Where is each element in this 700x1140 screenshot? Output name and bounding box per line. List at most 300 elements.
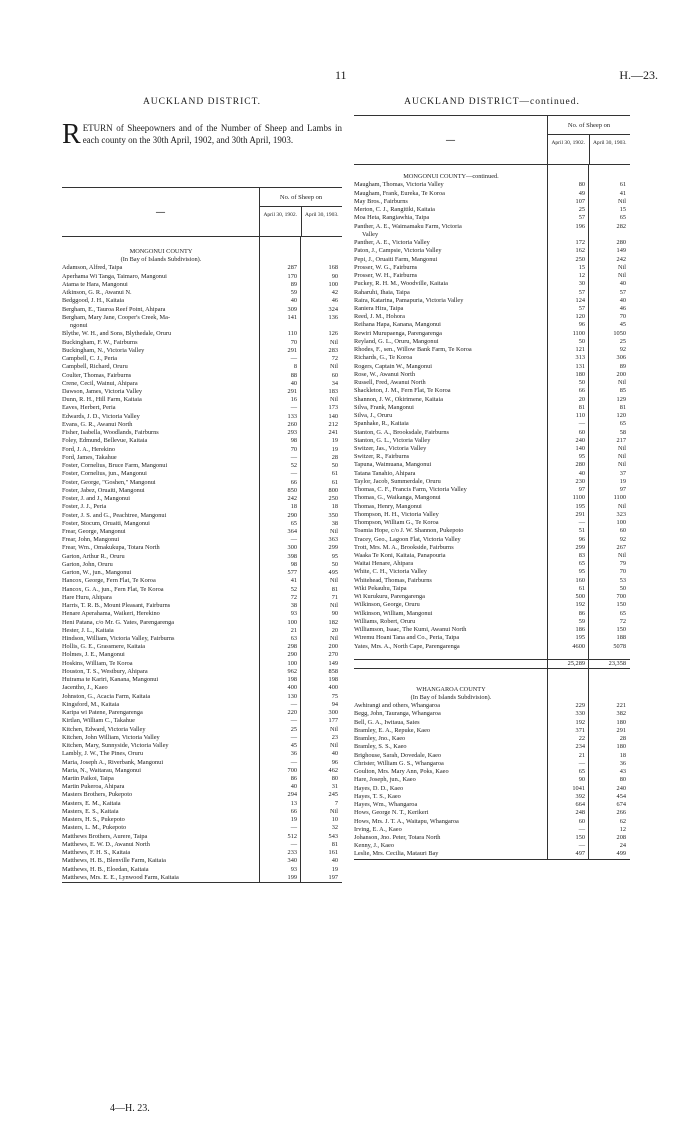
table-row <box>62 676 342 684</box>
page-number: 11 <box>335 68 347 82</box>
sheep-1902: 100 <box>287 618 297 626</box>
sheep-1903: 80 <box>331 775 338 782</box>
sheep-1902: 107 <box>575 197 585 205</box>
table-row <box>62 816 342 824</box>
sheep-1902: 195 <box>575 634 585 642</box>
owner-name: Hancox, George, Fern Flat, Te Koroa <box>62 577 156 585</box>
sheep-1903: 23 <box>331 733 338 741</box>
sheep-1903 <box>589 678 630 686</box>
owner-name: Crene, Cecil, Wainui, Ahipara <box>62 379 138 387</box>
sheep-1903: 221 <box>616 702 626 710</box>
table-row <box>62 429 342 437</box>
sheep-1903: 149 <box>328 659 338 667</box>
table-row <box>62 388 342 396</box>
owner-name: Brighouse, Sarah, Dovedale, Kaeo <box>354 751 442 759</box>
table-row <box>62 544 342 552</box>
owner-name: Foster, J. S. and G., Peachtree, Mangonui <box>62 511 167 519</box>
table-row <box>354 181 630 189</box>
sheep-1903: 100 <box>328 280 338 288</box>
owner-name: Maugham, Thomas, Victoria Valley <box>354 181 444 189</box>
sheep-1902: 21 <box>290 626 297 634</box>
sheep-1902: 96 <box>578 535 585 543</box>
sheep-1903: 42 <box>331 289 338 297</box>
table-row <box>62 404 342 412</box>
owner-name: Lambly, J. W., The Pines, Oruru <box>62 750 143 758</box>
sheep-1902: 195 <box>575 502 585 510</box>
sheep-1903: 499 <box>616 850 626 858</box>
table-row <box>62 561 342 569</box>
table-row <box>62 380 342 388</box>
sheep-1902: 93 <box>290 865 297 873</box>
owner-name: Moa Heta, Rangiawhia, Taipa <box>354 214 430 222</box>
sheep-1903: 19 <box>331 445 338 453</box>
owner-name: Blythe, W. H., and Sons, Blythedale, Oruru <box>62 330 172 338</box>
owner-name: Garton, Arthur R., Oruru <box>62 552 125 560</box>
sheep-1902: 65 <box>290 519 297 527</box>
sheep-1902: 83 <box>578 552 585 560</box>
sheep-1903 <box>589 651 630 659</box>
left-column <box>62 95 342 883</box>
sheep-1902: 1041 <box>572 784 585 792</box>
sheep-1903: 19 <box>331 437 338 445</box>
owner-name: Prosser, W. H., Fairburns <box>354 272 418 280</box>
sheep-1902: 512 <box>287 832 297 840</box>
sheep-1902: 280 <box>575 461 585 469</box>
sheep-1902: 13 <box>290 799 297 807</box>
sheep-1902: 98 <box>290 560 297 568</box>
owner-name: Foley, Edmund, Bellevue, Kaitaia <box>62 437 148 445</box>
owner-name: Raharuhi, Ihaia, Taipa <box>354 288 410 296</box>
owner-name: Raira, Katarina, Pamapuria, Victoria Valley <box>354 296 464 304</box>
sheep-1902: — <box>578 420 585 428</box>
sheep-1902: 291 <box>575 510 585 518</box>
sheep-1902: 52 <box>290 585 297 593</box>
table-row <box>354 330 630 338</box>
owner-name: Paton, J., Campsie, Victoria Valley <box>354 247 442 255</box>
sheep-1902: 133 <box>287 412 297 420</box>
owner-name: Panther, A. E., Victoria Valley <box>354 239 430 247</box>
sheep-1903: 240 <box>616 784 626 792</box>
header-dash: — <box>155 206 166 218</box>
owner-name: Matthews, H. B., Eloedan, Kaitaia <box>62 865 149 873</box>
owner-name: Masters, E. M., Kaitaia <box>62 799 121 807</box>
sheep-1902: 40 <box>290 297 297 305</box>
owner-name: Rewiri Murupaenga, Parengarenga <box>354 329 442 337</box>
sheep-1903: Nil <box>329 577 338 585</box>
sheep-1902: 19 <box>290 816 297 824</box>
sheep-1902 <box>548 231 589 239</box>
owner-name: Rogers, Captain W., Mangonui <box>354 362 433 370</box>
intro-text: ETURN of Sheepowners and of the Number of Sheep and Lambs in each county on the 30th April, 1902, and 30th April, 1903. <box>82 123 342 145</box>
sheep-1903: 15 <box>619 206 626 214</box>
sheep-1902: 291 <box>287 346 297 354</box>
table-row <box>354 478 630 486</box>
sheep-1902: 196 <box>575 222 585 230</box>
owner-name: Stanton, G. L., Victoria Valley <box>354 436 431 444</box>
sheep-1902: 15 <box>578 263 585 271</box>
sheep-1902: 45 <box>290 742 297 750</box>
table-row <box>62 717 342 725</box>
sheep-1902: 51 <box>578 527 585 535</box>
owner-name: Hester, J. L., Kaitaia <box>62 626 114 634</box>
sheep-1902: 93 <box>290 610 297 618</box>
sheep-1902: 110 <box>575 412 585 420</box>
sheep-1903 <box>589 669 630 677</box>
sheep-1902: 290 <box>287 511 297 519</box>
sheep-1903: 129 <box>616 395 626 403</box>
sheep-1903: 1100 <box>613 494 626 502</box>
table-row <box>354 801 630 809</box>
sheep-1902: 18 <box>290 503 297 511</box>
table-row <box>354 437 630 445</box>
sheep-1902: 86 <box>578 609 585 617</box>
owner-name: Foster, Cornelius, Bruce Farm, Mangonui <box>62 462 168 470</box>
table-row <box>354 678 630 686</box>
sheep-1902: — <box>290 536 297 544</box>
owner-name: Bramley, E. A., Repuke, Kaeo <box>354 726 431 734</box>
section-heading <box>354 694 630 702</box>
table-row <box>62 808 342 816</box>
header-dash: — <box>445 134 456 146</box>
header-numbers <box>259 188 342 236</box>
sheep-1902: — <box>290 404 297 412</box>
owner-name: Campbell, C. J., Peria <box>62 355 118 363</box>
header-years <box>260 207 342 236</box>
sheep-1903: 85 <box>619 387 626 395</box>
table-row <box>62 684 342 692</box>
table-row <box>354 461 630 469</box>
sheep-1902: 59 <box>578 617 585 625</box>
owner-name: Masters, E. S., Kaitaia <box>62 807 119 815</box>
sheep-1903: Nil <box>329 635 338 643</box>
sheep-1903: 198 <box>328 676 338 684</box>
sheep-1902: 291 <box>287 387 297 395</box>
owner-name: Valley <box>362 230 379 238</box>
owner-name: Leslie, Mrs. Cecilia, Matauri Bay <box>354 850 439 858</box>
sheep-1903: 19 <box>331 865 338 873</box>
sheep-1902: 57 <box>578 214 585 222</box>
sheep-1902: 100 <box>287 659 297 667</box>
header-group: No. of Sheep on <box>260 188 342 207</box>
owner-name: White, C. H., Victoria Valley <box>354 568 427 576</box>
sheep-1902: 95 <box>578 453 585 461</box>
sheep-1902: 50 <box>578 337 585 345</box>
owner-name: Foster, J. and J., Mangonui <box>62 495 130 503</box>
sheep-1902: 234 <box>575 743 585 751</box>
owner-name <box>354 669 548 677</box>
table-row <box>354 669 630 677</box>
sheep-1903: 95 <box>331 552 338 560</box>
sheep-1902: 88 <box>290 371 297 379</box>
owner-name: Silva, Frank, Mangonui <box>354 403 414 411</box>
sheep-1902: 52 <box>290 462 297 470</box>
sheep-1902: 192 <box>575 718 585 726</box>
sheep-1902: 60 <box>578 428 585 436</box>
table-row <box>62 289 342 297</box>
table-row <box>62 528 342 536</box>
right-table <box>354 115 630 860</box>
owner-name: Trott, Mrs. M. A., Brookside, Fairburns <box>354 543 454 551</box>
sheep-1902 <box>548 678 589 686</box>
sheep-1902: 192 <box>575 601 585 609</box>
table-row <box>62 347 342 355</box>
sheep-1902: 160 <box>575 576 585 584</box>
table-row <box>354 702 630 710</box>
owner-name: Prosser, W. G., Fairburns <box>354 263 418 271</box>
owner-name: Kitchen, Mary, Sunnyside, Victoria Valley <box>62 742 169 750</box>
sheep-1903: 40 <box>619 280 626 288</box>
table-row <box>354 396 630 404</box>
sheep-1903: 454 <box>616 792 626 800</box>
table-row <box>62 339 342 347</box>
sheep-1902: 66 <box>290 807 297 815</box>
sheep-1903: 242 <box>616 255 626 263</box>
sheep-1902: 309 <box>287 305 297 313</box>
owner-name: Hare Huru, Ahipara <box>62 593 112 601</box>
owner-name: Spanhake, R., Kaitaia <box>354 420 409 428</box>
table-row <box>62 833 342 841</box>
owner-name: Hows, George N. T., Kerikeri <box>354 809 429 817</box>
owner-name: Masters, L. M., Pukepoto <box>62 824 127 832</box>
owner-name: Hayes, T. S., Kaeo <box>354 792 401 800</box>
table-row <box>354 834 630 842</box>
table-row <box>62 306 342 314</box>
sheep-1903: 92 <box>619 346 626 354</box>
sheep-1902: 22 <box>578 735 585 743</box>
owner-name: Begg, John, Tauranga, Whangaroa <box>354 710 441 718</box>
sheep-1903: 46 <box>331 297 338 305</box>
table-row <box>354 743 630 751</box>
sheep-1902: — <box>290 733 297 741</box>
owner-name: Tapuna, Waimuana, Mangonui <box>354 461 432 469</box>
sheep-1902: 162 <box>575 247 585 255</box>
table-row <box>354 354 630 362</box>
sheep-1902: 30 <box>578 280 585 288</box>
owner-name: Reyland, G. L., Oruru, Mangonui <box>354 337 439 345</box>
owner-name: ngonui <box>70 322 88 330</box>
sheep-1903: 50 <box>331 560 338 568</box>
table-row <box>62 857 342 865</box>
sheep-1903: 41 <box>619 189 626 197</box>
sheep-1902: — <box>290 717 297 725</box>
sheep-1902: 36 <box>290 750 297 758</box>
owner-name: Edwards, J. D., Victoria Valley <box>62 412 140 420</box>
owner-name: Maria, N., Waitarau, Mangonui <box>62 766 141 774</box>
sheep-1903: 60 <box>331 371 338 379</box>
sheep-1902: 497 <box>575 850 585 858</box>
table-row <box>62 866 342 874</box>
sheep-1902: 1100 <box>572 329 585 337</box>
table-row <box>62 553 342 561</box>
sheep-1902: 577 <box>287 569 297 577</box>
table-row <box>354 519 630 527</box>
sheep-1902: 120 <box>575 313 585 321</box>
sheep-1902: 340 <box>287 857 297 865</box>
sheep-1903: 462 <box>328 766 338 774</box>
sheep-1902: — <box>290 840 297 848</box>
owner-name: Foster, George, "Goshen," Mangonui <box>62 478 156 486</box>
owner-name: MONGONUI COUNTY <box>129 248 193 255</box>
table-row <box>354 651 630 659</box>
sheep-1903 <box>589 165 630 173</box>
sheep-1903: Nil <box>617 461 626 469</box>
owner-name: Williamson, Isaac, The Kumi, Awanui North <box>354 626 467 634</box>
sheep-1903: 81 <box>619 403 626 411</box>
sheep-1902: 664 <box>575 801 585 809</box>
sheep-1902: 131 <box>575 362 585 370</box>
sheep-1903: 58 <box>619 428 626 436</box>
sheep-1903: 1050 <box>613 329 626 337</box>
sheep-1903: 45 <box>619 321 626 329</box>
sheep-1902: 70 <box>290 445 297 453</box>
table-row <box>354 809 630 817</box>
owner-name: Coulter, Thomas, Fairburns <box>62 371 132 379</box>
table-row <box>354 206 630 214</box>
sheep-1903: 94 <box>331 700 338 708</box>
table-row <box>62 314 342 322</box>
section-heading <box>62 248 342 256</box>
owner-name: Wi Kurukuru, Parengarenga <box>354 593 425 601</box>
owner-name: Houston, T. S., Westbury, Ahipara <box>62 667 148 675</box>
sheep-1902: 66 <box>290 478 297 486</box>
owner-name: Matthews, H. B., Blenville Farm, Kaitaia <box>62 857 166 865</box>
sheep-1902: — <box>578 842 585 850</box>
table-row <box>62 355 342 363</box>
table-row <box>354 239 630 247</box>
header-col-1903: April 30, 1903. <box>301 207 343 236</box>
sheep-1903: 65 <box>619 420 626 428</box>
sheep-1902: 962 <box>287 667 297 675</box>
table-row <box>354 634 630 642</box>
sheep-1903: 324 <box>328 305 338 313</box>
table-row <box>62 363 342 371</box>
sheep-1902: 371 <box>575 726 585 734</box>
sheep-1903: 90 <box>331 610 338 618</box>
table-row <box>62 619 342 627</box>
table-row <box>62 775 342 783</box>
sheep-1903: 40 <box>619 296 626 304</box>
table-row <box>354 346 630 354</box>
table-row <box>354 818 630 826</box>
sheep-1903: 543 <box>328 832 338 840</box>
owner-name: Bell, G. A., Iwitaua, Saies <box>354 718 420 726</box>
sheep-1902: 398 <box>287 552 297 560</box>
owner-name: Panther, A. E., Waimamaku Farm, Victoria <box>354 222 462 230</box>
sheep-1902: 172 <box>575 239 585 247</box>
table-row <box>354 289 630 297</box>
sheep-1903: 60 <box>619 527 626 535</box>
sheep-1902: 180 <box>575 370 585 378</box>
sheep-1902: 293 <box>287 429 297 437</box>
sheep-1902: 25,289 <box>567 660 585 668</box>
sheep-1903: 183 <box>328 387 338 395</box>
sheep-1903: 200 <box>616 370 626 378</box>
table-row <box>62 577 342 585</box>
sheep-1903: 674 <box>616 801 626 809</box>
sheep-1902: 41 <box>290 577 297 585</box>
table-row <box>354 593 630 601</box>
sheep-1902: 230 <box>575 477 585 485</box>
owner-name: Awhirangi and others, Whangaroa <box>354 702 441 710</box>
header-col-1902: April 30, 1902. <box>551 140 586 146</box>
owner-name: Waaka Te Koni, Kaitaia, Panapouria <box>354 552 446 560</box>
sheep-1902 <box>548 165 589 173</box>
sheep-1902: 1100 <box>572 494 585 502</box>
owner-name: Thomas, Henry, Mangonui <box>354 502 422 510</box>
sheep-1903: 75 <box>331 692 338 700</box>
sheep-1903: 200 <box>328 643 338 651</box>
owner-name <box>354 165 548 173</box>
sheep-1903: 800 <box>328 486 338 494</box>
owner-name: Bramley, Jno., Kaeo <box>354 735 406 743</box>
table-row <box>354 727 630 735</box>
sheep-1903: 81 <box>331 840 338 848</box>
sheep-1903: 245 <box>328 791 338 799</box>
owner-name: Frear, George, Mangonui <box>62 527 126 535</box>
sheep-1903: 150 <box>616 626 626 634</box>
sheep-1902: 63 <box>290 635 297 643</box>
owner-name: MONGONUI COUNTY—continued. <box>403 173 499 181</box>
sheep-1903: 81 <box>331 585 338 593</box>
sheep-1902: 260 <box>287 420 297 428</box>
sheep-1903: Nil <box>329 602 338 610</box>
sheep-1902: — <box>290 824 297 832</box>
sheep-1903: 50 <box>331 462 338 470</box>
owner-name: Masters, H. S., Pukepoto <box>62 816 125 824</box>
owner-name: Buckingham, F. W., Fairburns <box>62 338 138 346</box>
sheep-1902: — <box>290 700 297 708</box>
sheep-1902: 65 <box>578 560 585 568</box>
owner-name: Bergham, Mary Jane, Cooper's Creek, Ma- <box>62 313 171 321</box>
sheep-1903: 40 <box>331 857 338 865</box>
sheep-1903: 89 <box>619 362 626 370</box>
sheep-1902: 57 <box>578 304 585 312</box>
sheep-1903: 10 <box>331 816 338 824</box>
table-row <box>354 198 630 206</box>
table-row <box>354 453 630 461</box>
table-row <box>354 601 630 609</box>
sheep-1903: 18 <box>619 751 626 759</box>
table-row <box>62 536 342 544</box>
sheep-1903: 161 <box>328 849 338 857</box>
sheep-1903: 46 <box>619 304 626 312</box>
sheep-1903: 280 <box>616 239 626 247</box>
header-col-1902: April 30, 1902. <box>263 212 298 218</box>
table-row <box>354 429 630 437</box>
sheep-1903: 217 <box>616 436 626 444</box>
sheep-1902: 850 <box>287 486 297 494</box>
sheep-1903: 180 <box>616 718 626 726</box>
table-row <box>354 536 630 544</box>
sheep-1902: 140 <box>575 444 585 452</box>
sheep-1902: 294 <box>287 791 297 799</box>
table-row <box>62 322 342 330</box>
table-row <box>354 826 630 834</box>
table-row <box>354 626 630 634</box>
owner-name: Masters Brothers, Pukepoto <box>62 791 133 799</box>
table-row <box>354 470 630 478</box>
table-row <box>354 752 630 760</box>
table-row <box>62 586 342 594</box>
table-row <box>62 643 342 651</box>
owner-name: Thompson, H. H., Victoria Valley <box>354 510 439 518</box>
owner-name: Foster, Stocum, Oruaiti, Mangonui <box>62 519 150 527</box>
section-heading <box>62 256 342 264</box>
sheep-1903: 197 <box>328 873 338 881</box>
owner-name: Atkinson, G. R., Awanui N. <box>62 289 132 297</box>
owner-name: Huirama te Kariri, Kanana, Mangonui <box>62 676 159 684</box>
sheep-1902: 141 <box>287 313 297 321</box>
